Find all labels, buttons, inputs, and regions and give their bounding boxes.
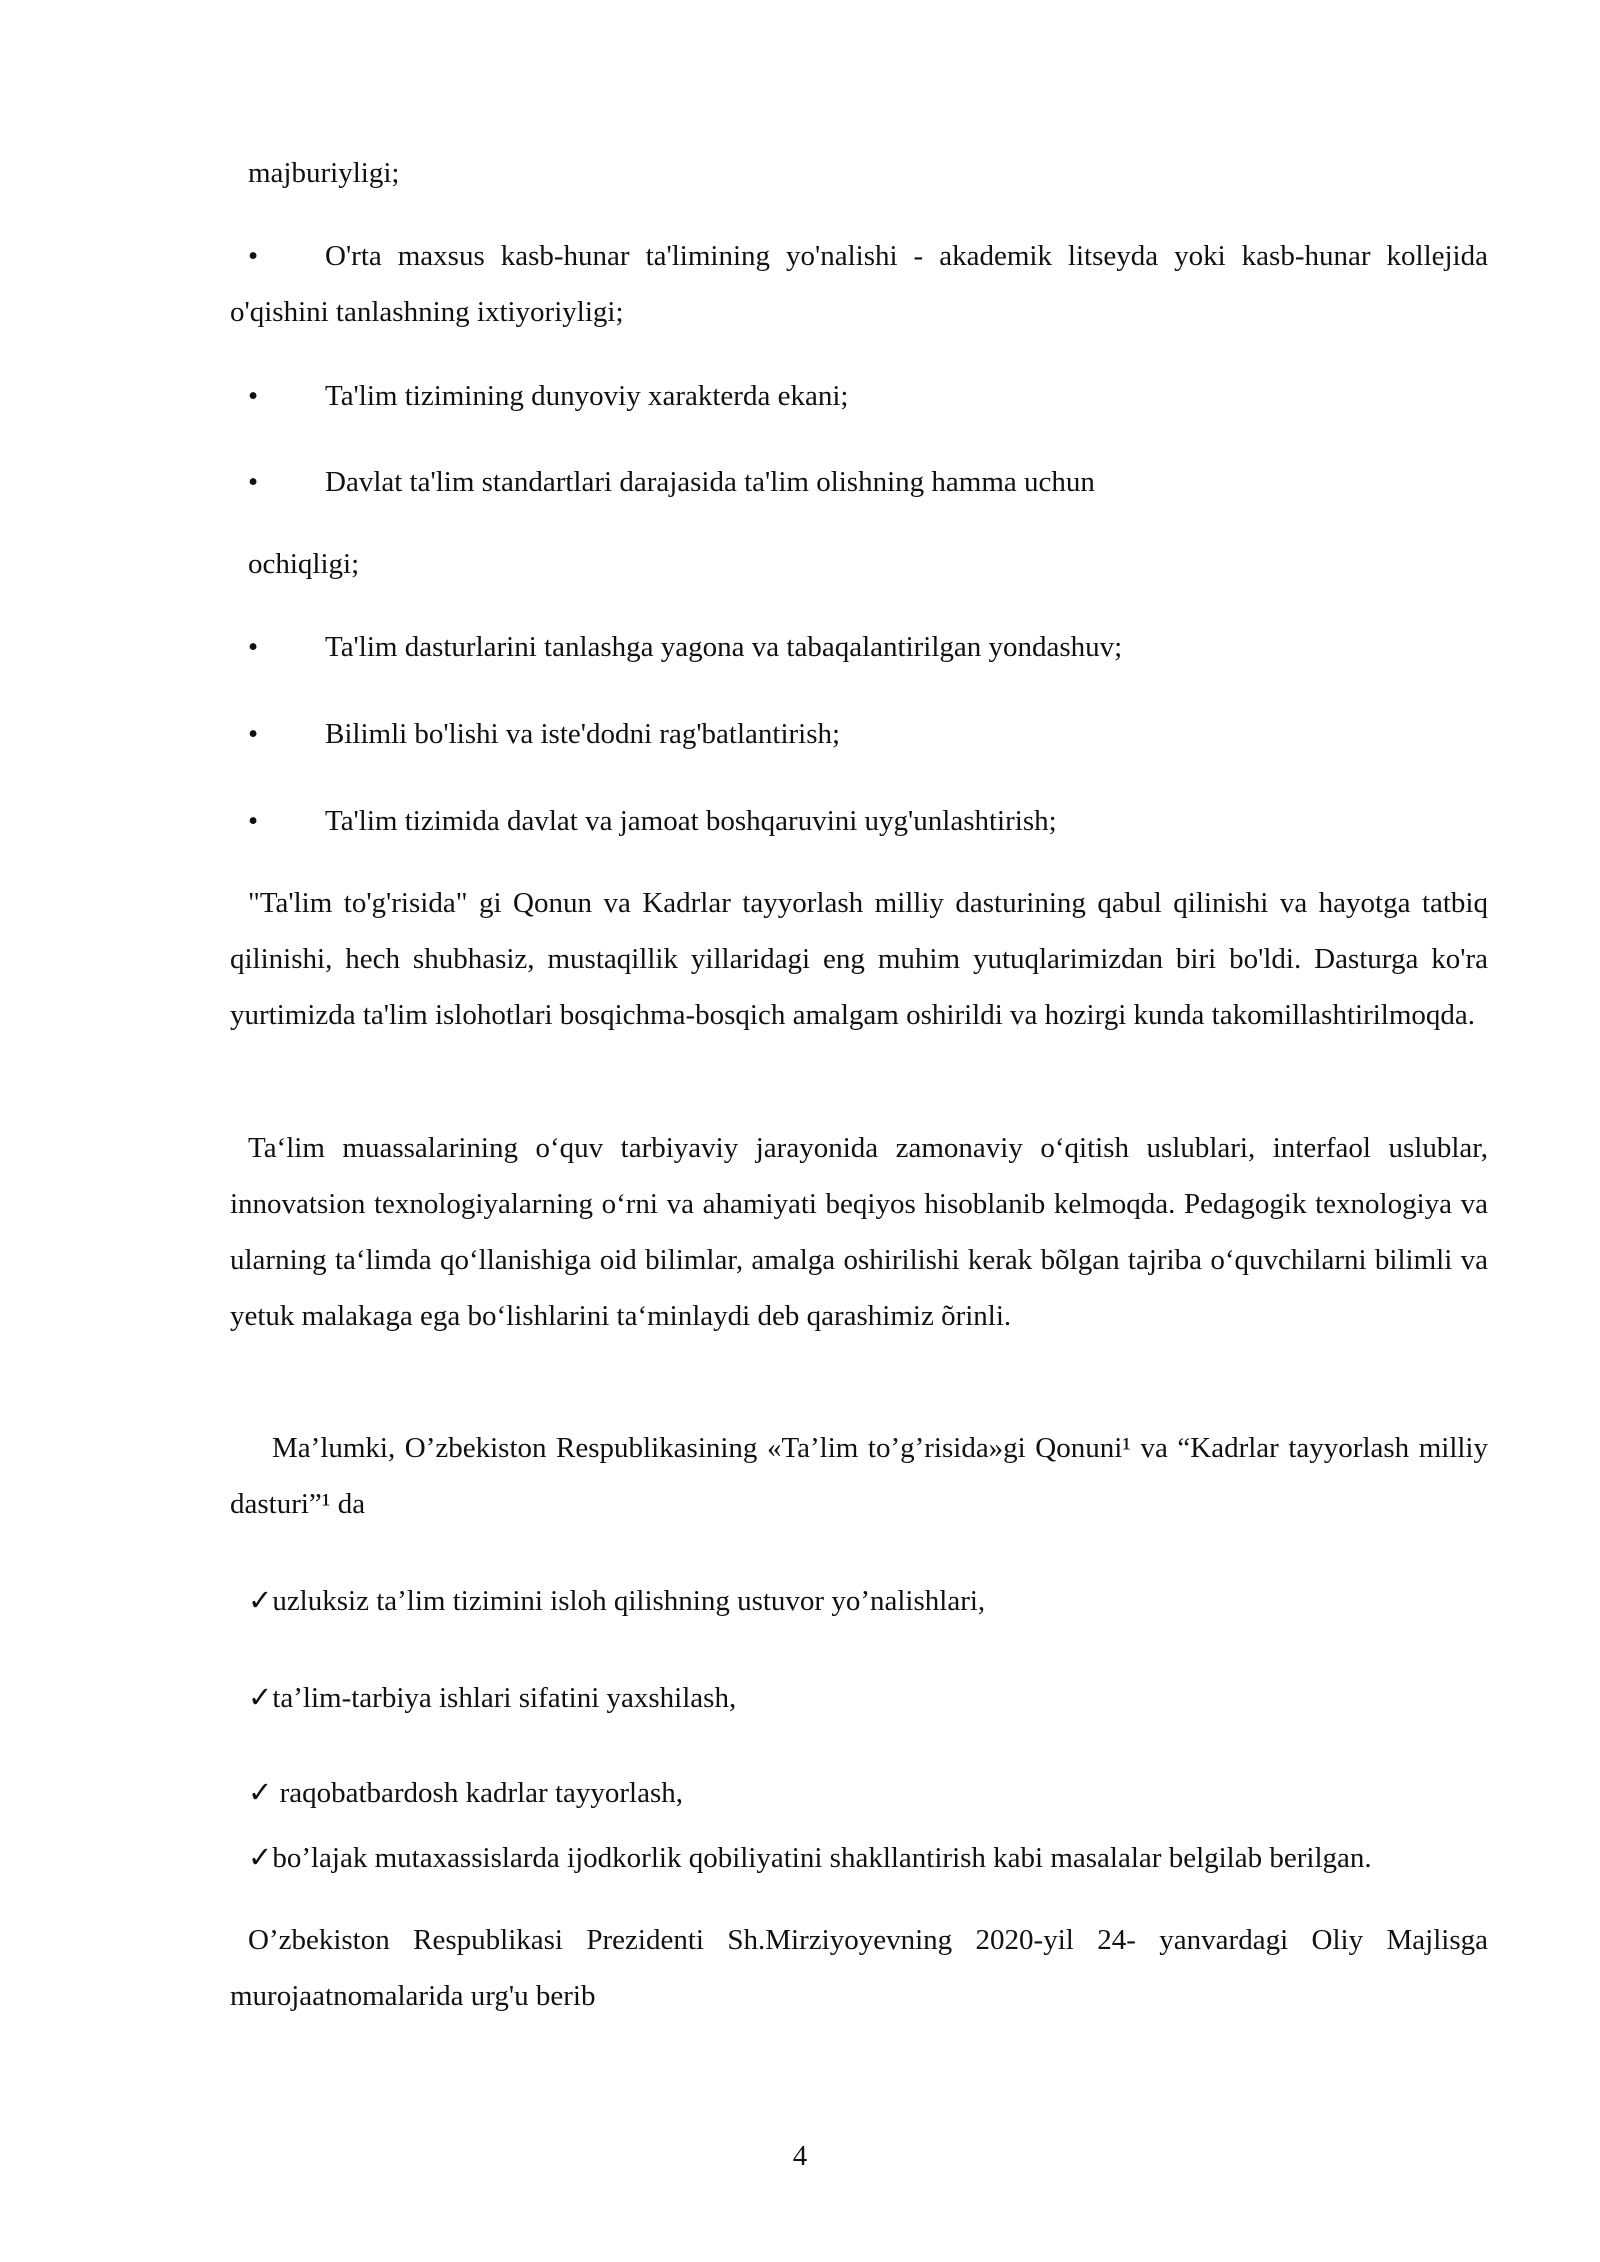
bullet-icon: •: [248, 466, 259, 498]
bullet-item: Ta'lim dasturlarini tanlashga yagona va tabaqalantirilgan yondashuv;: [325, 631, 1123, 663]
check-icon: ✓: [248, 1585, 273, 1617]
check-item: ✓uzluksiz ta’lim tizimini isloh qilishning ustuvor yo’nalishlari,: [248, 1585, 986, 1617]
check-item: ✓ raqobatbardosh kadrlar tayyorlash,: [248, 1777, 683, 1809]
text-line: ochiqligi;: [248, 548, 360, 580]
bullet-item: O'rta maxsus kasb-hunar ta'limining yo'nalishi - akademik litseyda yoki kasb-hunar kollejida o'qishini tanlashning ixtiyoriyligi;: [230, 240, 1488, 328]
page-number: 4: [792, 2140, 808, 2172]
bullet-item: Davlat ta'lim standartlari darajasida ta'lim olishning hamma uchun: [325, 466, 1095, 498]
bullet-icon: •: [248, 805, 259, 837]
bullet-item: Ta'lim tizimida davlat va jamoat boshqaruvini uyg'unlashtirish;: [325, 805, 1057, 837]
check-item: ✓ta’lim-tarbiya ishlari sifatini yaxshilash,: [248, 1682, 737, 1714]
check-icon: ✓: [248, 1777, 273, 1809]
check-item: ✓bo’lajak mutaxassislarda ijodkorlik qobiliyatini shakllantirish kabi masalalar belgilab berilgan.: [248, 1842, 1372, 1874]
bullet-item: Bilimli bo'lishi va iste'dodni rag'batlantirish;: [325, 718, 841, 750]
bullet-icon: •: [248, 631, 259, 663]
check-icon: ✓: [248, 1682, 273, 1714]
bullet-icon: •: [248, 718, 259, 750]
paragraph: Taʻlim muassalarining oʻquv tarbiyaviy jarayonida zamonaviy oʻqitish uslublari, interfaol uslublar, innovatsion texnologiyalarning oʻrni va ahamiyati beqiyos hisoblanib kelmoqda. Pedagogik texnologiya va ularning taʻlimda qoʻllanishiga oid bilimlar, amalga oshirilishi kerak bõlgan tajriba oʻquvchilarni bilimli va yetuk malakaga ega boʻlishlarini taʻminlaydi deb qarashimiz õrinli.: [230, 1132, 1488, 1332]
check-icon: ✓: [248, 1842, 273, 1874]
text-line: majburiyligi;: [248, 157, 400, 189]
bullet-icon: •: [248, 240, 259, 272]
paragraph: O’zbekiston Respublikasi Prezidenti Sh.Mirziyoyevning 2020-yil 24- yanvardagi Oliy Majlisga murojaatnomalarida urg'u berib: [230, 1924, 1488, 2012]
paragraph: Ma’lumki, O’zbekiston Respublikasining «Ta’lim to’g’risida»gi Qonuni¹ va “Kadrlar tayyorlash milliy dasturi”¹ da: [230, 1432, 1488, 1520]
paragraph: "Ta'lim to'g'risida" gi Qonun va Kadrlar tayyorlash milliy dasturining qabul qilinishi va hayotga tatbiq qilinishi, hech shubhasiz, mustaqillik yillaridagi eng muhim yutuqlarimizdan biri bo'ldi. Dasturga ko'ra yurtimizda ta'lim islohotlari bosqichma-bosqich amalgam oshirildi va hozirgi kunda takomillashtirilmoqda.: [230, 887, 1488, 1031]
bullet-icon: •: [248, 380, 259, 412]
bullet-item: Ta'lim tizimining dunyoviy xarakterda ekani;: [325, 380, 849, 412]
